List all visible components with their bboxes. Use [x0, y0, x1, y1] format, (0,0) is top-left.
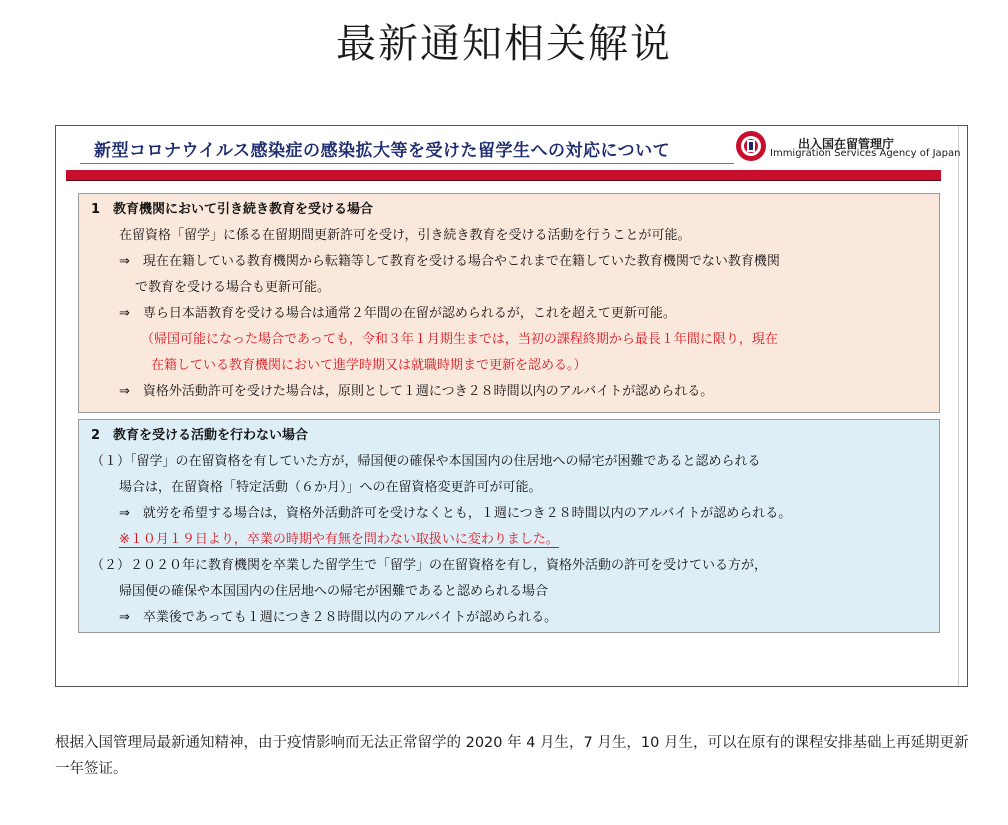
- section-1-text: ⇒ 現在在籍している教育機関から転籍等して教育を受ける場合やこれまで在籍していた教育機関でない教育機関: [119, 254, 780, 269]
- section-2-text: ⇒ 就労を希望する場合は，資格外活動許可を受けなくとも，１週につき２８時間以内のアルバイトが認められる。: [119, 506, 792, 521]
- section-1-red-note: （帰国可能になった場合であっても，令和３年１月期生までは，当初の課程終期から最長１年間に限り，現在: [141, 332, 778, 347]
- caption-text: 根据入国管理局最新通知精神，由于疫情影响而无法正常留学的 2020 年 4 月生，7 月生，10 月生，可以在原有的课程安排基础上再延期更新一年签证。: [55, 735, 969, 777]
- section-2-heading: 2 教育を受ける活動を行わない場合: [91, 428, 309, 443]
- section-2-text: 帰国便の確保や本国国内の住居地への帰宅が困難であると認められる場合: [119, 584, 549, 599]
- notice-slide: [55, 125, 968, 687]
- section-2-text: （１）「留学」の在留資格を有していた方が，帰国便の確保や本国国内の住居地への帰宅が困難であると認められる: [91, 454, 761, 469]
- section-1-box: [78, 193, 940, 413]
- section-1-text: で教育を受ける場合も更新可能。: [135, 280, 331, 295]
- section-2-text: 場合は，在留資格「特定活動（６か月）」への在留資格変更許可が可能。: [119, 480, 542, 495]
- section-2-text: ⇒ 卒業後であっても１週につき２８時間以内のアルバイトが認められる。: [119, 610, 558, 625]
- section-1-text: 在留資格「留学」に係る在留期間更新許可を受け，引き続き教育を受ける活動を行うことが可能。: [119, 228, 691, 243]
- section-2-box: [78, 419, 940, 633]
- page-title: 最新通知相关解说: [336, 21, 672, 67]
- section-1-text: ⇒ 専ら日本語教育を受ける場合は通常２年間の在留が認められるが，これを超えて更新可能。: [119, 306, 676, 321]
- header-red-bar: [66, 170, 941, 180]
- section-1-heading: 1 教育機関において引き続き教育を受ける場合: [91, 202, 374, 217]
- agency-name-ja: 出入国在留管理庁: [798, 137, 895, 151]
- agency-emblem-icon: [735, 130, 767, 162]
- section-2-red-note-text: ※１０月１９日より，卒業の時期や有無を問わない取扱いに変わりました。: [119, 532, 559, 547]
- agency-name-en: Immigration Services Agency of Japan: [770, 148, 961, 159]
- section-1-red-note: 在籍している教育機関において進学時期又は就職時期まで更新を認める。）: [151, 358, 587, 373]
- section-2-red-note: [119, 527, 559, 553]
- header-underline: [80, 163, 734, 164]
- section-2-text: （２）２０２０年に教育機関を卒業した留学生で「留学」の在留資格を有し，資格外活動の許可を受けている方が，: [91, 558, 768, 573]
- slide-header-title: 新型コロナウイルス感染症の感染拡大等を受けた留学生への対応について: [94, 141, 671, 161]
- section-1-text: ⇒ 資格外活動許可を受けた場合は，原則として１週につき２８時間以内のアルバイトが認められる。: [119, 384, 714, 399]
